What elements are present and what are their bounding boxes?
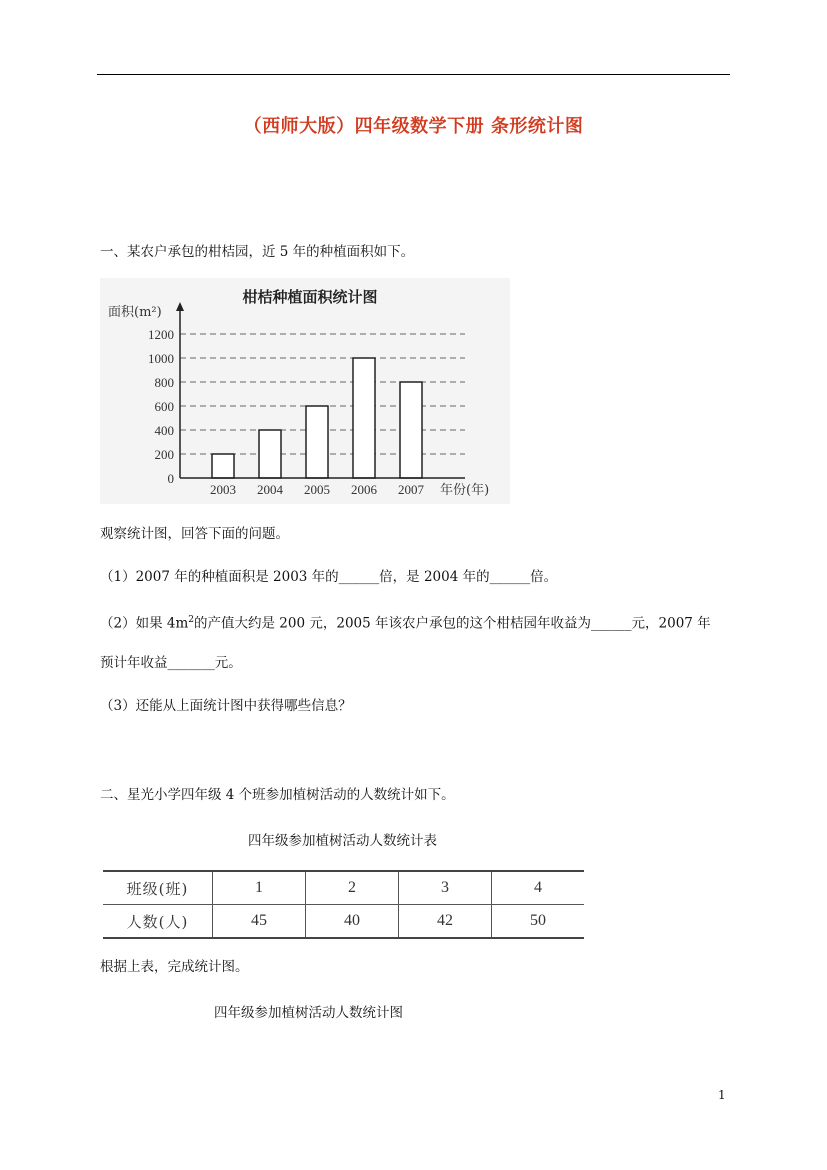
chart2-title: 四年级参加植树活动人数统计图 <box>214 1005 403 1021</box>
row-header-class: 班级(班) <box>103 871 213 905</box>
section2-intro: 二、星光小学四年级 4 个班参加植树活动的人数统计如下。 <box>100 787 455 803</box>
q2-superscript: 2 <box>188 615 195 625</box>
class-cell: 1 <box>213 871 306 905</box>
y-axis-arrow <box>176 302 184 311</box>
class-cell: 2 <box>306 871 399 905</box>
table-title: 四年级参加植树活动人数统计表 <box>248 833 437 849</box>
table-row <box>103 871 584 905</box>
count-cell: 50 <box>492 905 585 939</box>
x-tick-label: 2005 <box>304 482 330 497</box>
bar <box>400 382 422 478</box>
q2-part-b: 的产值大约是 200 元，2005 年该农户承包的这个柑桔园年收益为______元，2007 年 <box>194 615 711 632</box>
bar-chart <box>100 278 510 504</box>
bar <box>306 406 328 478</box>
x-axis-label: 年份(年) <box>440 483 490 498</box>
row-header-count: 人数(人) <box>103 905 213 939</box>
y-tick-label: 1200 <box>148 327 174 342</box>
count-cell: 45 <box>213 905 306 939</box>
q2-part-a: （2）如果 4m <box>100 615 189 632</box>
bar <box>353 358 375 478</box>
x-tick-label: 2003 <box>210 482 236 497</box>
count-cell: 40 <box>306 905 399 939</box>
question-3: （3）还能从上面统计图中获得哪些信息？ <box>100 698 352 714</box>
question-2-line1 <box>100 611 711 633</box>
x-tick-label: 2006 <box>351 482 377 497</box>
chart-title: 柑桔种植面积统计图 <box>242 288 378 306</box>
table-row <box>103 905 584 939</box>
bar <box>212 454 234 478</box>
x-tick-label: 2007 <box>398 482 424 497</box>
y-tick-label: 600 <box>154 399 174 414</box>
y-axis-label: 面积(m²) <box>108 305 162 320</box>
page-title: （西师大版）四年级数学下册 条形统计图 <box>243 116 584 137</box>
count-cell: 42 <box>399 905 492 939</box>
y-tick-label: 200 <box>154 447 174 462</box>
header-rule <box>97 74 730 75</box>
page-number: 1 <box>718 1088 726 1102</box>
chart-svg <box>100 278 510 504</box>
instruction-text: 根据上表，完成统计图。 <box>100 959 249 975</box>
y-tick-label: 800 <box>154 375 174 390</box>
section1-intro: 一、某农户承包的柑桔园，近 5 年的种植面积如下。 <box>100 244 415 260</box>
data-table <box>103 870 584 939</box>
observe-text: 观察统计图，回答下面的问题。 <box>100 526 289 542</box>
question-2-line2: 预计年收益_______元。 <box>100 655 242 671</box>
class-cell: 3 <box>399 871 492 905</box>
question-1: （1）2007 年的种植面积是 2003 年的______倍，是 2004 年的______倍。 <box>100 569 558 585</box>
y-tick-label: 1000 <box>148 351 174 366</box>
class-cell: 4 <box>492 871 585 905</box>
y-tick-label: 0 <box>167 471 174 486</box>
y-tick-label: 400 <box>154 423 174 438</box>
bar <box>259 430 281 478</box>
x-tick-label: 2004 <box>257 482 283 497</box>
